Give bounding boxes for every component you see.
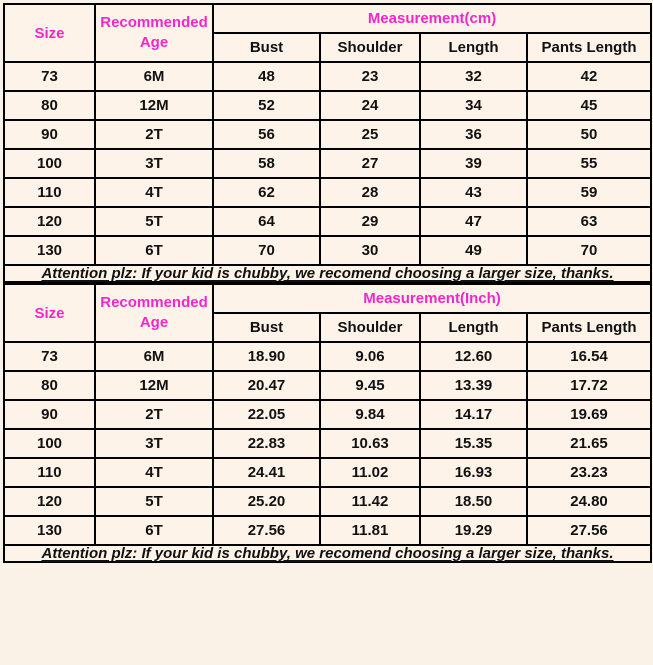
table-cell: 120 bbox=[4, 207, 95, 236]
header-age-line2: Age bbox=[139, 34, 169, 51]
chubby-notice bbox=[4, 545, 651, 562]
table-cell: 130 bbox=[4, 236, 95, 265]
table-cell: 2T bbox=[95, 400, 213, 429]
table-cell: 70 bbox=[527, 236, 651, 265]
table-cell: 63 bbox=[527, 207, 651, 236]
table-cell: 42 bbox=[527, 62, 651, 91]
chubby-notice bbox=[4, 265, 651, 282]
table-row bbox=[4, 149, 651, 178]
table-cell: 10.63 bbox=[320, 429, 420, 458]
table-row bbox=[4, 400, 651, 429]
table-cell: 55 bbox=[527, 149, 651, 178]
header-recommended-age bbox=[95, 4, 213, 62]
header-age-line1: Recommended bbox=[100, 294, 208, 311]
table-row bbox=[4, 429, 651, 458]
table-cell: 20.47 bbox=[213, 371, 320, 400]
table-cell: 110 bbox=[4, 458, 95, 487]
table-cell: 24 bbox=[320, 91, 420, 120]
table-row bbox=[4, 487, 651, 516]
table-cell: 70 bbox=[213, 236, 320, 265]
table-cell: 39 bbox=[420, 149, 527, 178]
table-cell: 47 bbox=[420, 207, 527, 236]
column-header: Bust bbox=[213, 313, 320, 342]
table-row bbox=[4, 236, 651, 265]
table-cell: 30 bbox=[320, 236, 420, 265]
table-cell: 90 bbox=[4, 120, 95, 149]
header-size: Size bbox=[4, 4, 95, 62]
table-cell: 52 bbox=[213, 91, 320, 120]
table-cell: 9.06 bbox=[320, 342, 420, 371]
size-chart bbox=[3, 3, 650, 563]
table-cell: 73 bbox=[4, 342, 95, 371]
table-cell: 100 bbox=[4, 149, 95, 178]
table-cell: 48 bbox=[213, 62, 320, 91]
column-header: Pants Length bbox=[527, 313, 651, 342]
table-row bbox=[4, 91, 651, 120]
table-cell: 5T bbox=[95, 207, 213, 236]
column-header: Length bbox=[420, 313, 527, 342]
table-cell: 11.02 bbox=[320, 458, 420, 487]
table-cell: 110 bbox=[4, 178, 95, 207]
table-cell: 22.05 bbox=[213, 400, 320, 429]
table-row bbox=[4, 120, 651, 149]
table-cell: 56 bbox=[213, 120, 320, 149]
table-cell: 34 bbox=[420, 91, 527, 120]
table-cell: 3T bbox=[95, 429, 213, 458]
column-header: Length bbox=[420, 33, 527, 62]
table-cell: 50 bbox=[527, 120, 651, 149]
table-cell: 24.80 bbox=[527, 487, 651, 516]
table-cell: 9.84 bbox=[320, 400, 420, 429]
table-cell: 6T bbox=[95, 516, 213, 545]
table-row bbox=[4, 458, 651, 487]
column-header: Shoulder bbox=[320, 313, 420, 342]
table-cell: 62 bbox=[213, 178, 320, 207]
table-cell: 64 bbox=[213, 207, 320, 236]
size-table-cm bbox=[3, 3, 652, 283]
table-cell: 80 bbox=[4, 371, 95, 400]
table-cell: 4T bbox=[95, 178, 213, 207]
table-cell: 14.17 bbox=[420, 400, 527, 429]
table-cell: 16.93 bbox=[420, 458, 527, 487]
notice-text: Attention plz: If your kid is chubby, we recomend choosing a larger size, thanks. bbox=[41, 545, 614, 562]
table-cell: 12M bbox=[95, 371, 213, 400]
table-cell: 16.54 bbox=[527, 342, 651, 371]
header-size: Size bbox=[4, 284, 95, 342]
table-cell: 73 bbox=[4, 62, 95, 91]
table-cell: 25.20 bbox=[213, 487, 320, 516]
table-cell: 58 bbox=[213, 149, 320, 178]
table-cell: 28 bbox=[320, 178, 420, 207]
table-cell: 120 bbox=[4, 487, 95, 516]
table-cell: 18.50 bbox=[420, 487, 527, 516]
table-cell: 3T bbox=[95, 149, 213, 178]
table-cell: 5T bbox=[95, 487, 213, 516]
table-cell: 21.65 bbox=[527, 429, 651, 458]
table-cell: 19.69 bbox=[527, 400, 651, 429]
table-cell: 27.56 bbox=[527, 516, 651, 545]
table-cell: 59 bbox=[527, 178, 651, 207]
table-cell: 11.42 bbox=[320, 487, 420, 516]
header-age-line2: Age bbox=[139, 314, 169, 331]
table-cell: 17.72 bbox=[527, 371, 651, 400]
table-row bbox=[4, 371, 651, 400]
table-row bbox=[4, 207, 651, 236]
table-cell: 12.60 bbox=[420, 342, 527, 371]
table-cell: 49 bbox=[420, 236, 527, 265]
header-recommended-age bbox=[95, 284, 213, 342]
table-cell: 90 bbox=[4, 400, 95, 429]
table-cell: 45 bbox=[527, 91, 651, 120]
table-cell: 27 bbox=[320, 149, 420, 178]
table-cell: 22.83 bbox=[213, 429, 320, 458]
table-cell: 6T bbox=[95, 236, 213, 265]
table-cell: 11.81 bbox=[320, 516, 420, 545]
table-cell: 4T bbox=[95, 458, 213, 487]
table-cell: 23 bbox=[320, 62, 420, 91]
table-cell: 130 bbox=[4, 516, 95, 545]
column-header: Shoulder bbox=[320, 33, 420, 62]
table-cell: 12M bbox=[95, 91, 213, 120]
table-row bbox=[4, 62, 651, 91]
header-age-line1: Recommended bbox=[100, 14, 208, 31]
table-cell: 36 bbox=[420, 120, 527, 149]
table-cell: 25 bbox=[320, 120, 420, 149]
size-table-inch bbox=[3, 283, 652, 563]
table-cell: 6M bbox=[95, 62, 213, 91]
header-measurement: Measurement(cm) bbox=[213, 4, 651, 33]
table-cell: 29 bbox=[320, 207, 420, 236]
table-row bbox=[4, 342, 651, 371]
table-cell: 19.29 bbox=[420, 516, 527, 545]
table-cell: 100 bbox=[4, 429, 95, 458]
table-cell: 43 bbox=[420, 178, 527, 207]
table-row bbox=[4, 178, 651, 207]
table-cell: 13.39 bbox=[420, 371, 527, 400]
table-cell: 27.56 bbox=[213, 516, 320, 545]
table-cell: 15.35 bbox=[420, 429, 527, 458]
table-cell: 9.45 bbox=[320, 371, 420, 400]
column-header: Pants Length bbox=[527, 33, 651, 62]
table-cell: 32 bbox=[420, 62, 527, 91]
notice-text: Attention plz: If your kid is chubby, we recomend choosing a larger size, thanks. bbox=[41, 265, 614, 282]
table-cell: 80 bbox=[4, 91, 95, 120]
table-cell: 18.90 bbox=[213, 342, 320, 371]
table-cell: 24.41 bbox=[213, 458, 320, 487]
header-measurement: Measurement(Inch) bbox=[213, 284, 651, 313]
table-cell: 2T bbox=[95, 120, 213, 149]
column-header: Bust bbox=[213, 33, 320, 62]
table-cell: 23.23 bbox=[527, 458, 651, 487]
table-cell: 6M bbox=[95, 342, 213, 371]
table-row bbox=[4, 516, 651, 545]
